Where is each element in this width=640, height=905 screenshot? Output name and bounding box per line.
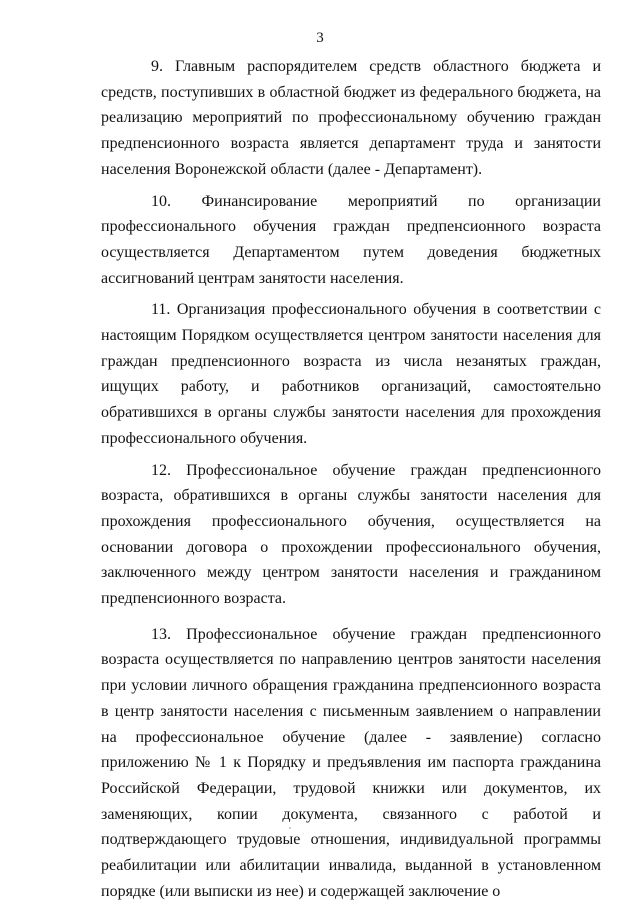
scan-speck <box>289 827 291 829</box>
paragraph-10: 10. Финансирование мероприятий по организации профессионального обучения граждан предпенсионного возраста осуществляется Департаментом путем доведения бюджетных ассигнований центрам занятости населения. <box>101 192 601 287</box>
document-body <box>101 54 601 905</box>
paragraph-13: 13. Профессиональное обучение граждан предпенсионного возраста осуществляется по направлению центров занятости населения при условии личного обращения гражданина предпенсионного возраста в центр занятости населения с письменным заявлением о направлении на профессиональное обучение (далее - заявление) согласно приложению № 1 к Порядку и предъявления им паспорта гражданина Российской Федерации, трудовой книжки или документов, их заменяющих, копии документа, связанного с работой и подтверждающего трудовые отношения, индивидуальной программы реабилитации или абилитации инвалида, выданной в установленном порядке (или выписки из нее) и содержащей заключение о <box>101 625 601 900</box>
paragraph-9: 9. Главным распорядителем средств областного бюджета и средств, поступивших в областной бюджет из федерального бюджета, на реализацию мероприятий по профессиональному обучению граждан предпенсионного возраста является департамент труда и занятости населения Воронежской области (далее - Департамент). <box>101 58 601 178</box>
page-number: 3 <box>316 30 324 46</box>
paragraph-11: 11. Организация профессионального обучения в соответствии с настоящим Порядком осуществляется центром занятости населения для граждан предпенсионного возраста из числа незанятых граждан, ищущих работу, и работников организаций, самостоятельно обратившихся в органы службы занятости населения для прохождения профессионального обучения. <box>101 301 601 447</box>
paragraph-12: 12. Профессиональное обучение граждан предпенсионного возраста, обратившихся в органы службы занятости населения для прохождения профессионального обучения, осуществляется на основании договора о прохождении профессионального обучения, заключенного между центром занятости населения и гражданином предпенсионного возраста. <box>101 461 601 608</box>
